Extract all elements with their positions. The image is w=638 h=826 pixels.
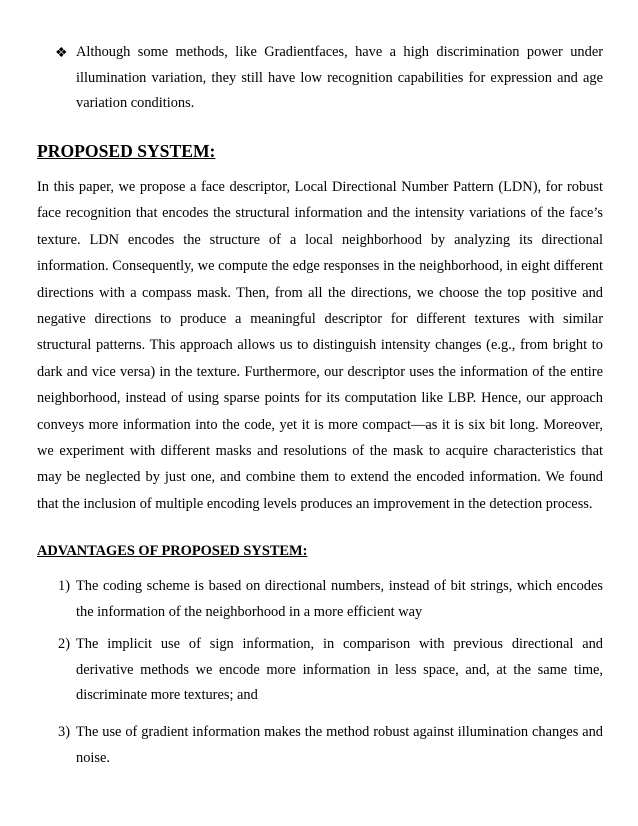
advantages-heading: ADVANTAGES OF PROPOSED SYSTEM: [37,543,308,559]
list-item [58,632,603,709]
list-item [58,574,603,625]
list-item-text: The implicit use of sign information, in comparison with previous directional and derivative methods we encode more information in less space, and, at the same time, discriminate more textures; and [76,636,603,703]
list-item-text: The use of gradient information makes the method robust against illumination changes and noise. [76,724,603,766]
proposed-system-paragraph: In this paper, we propose a face descriptor, Local Directional Number Pattern (LDN), for robust face recognition that encodes the structural information and the intensity variations of the face’s texture. LDN encodes the structure of a local neighborhood by analyzing its directional information. Consequently, we compute the edge responses in the neighborhood, in eight different directions with a compass mask. Then, from all the directions, we choose the top positive and negative directions to produce a meaningful descriptor for different textures with similar structural patterns. This approach allows us to distinguish intensity changes (e.g., from bright to dark and vice versa) in the texture. Furthermore, our descriptor uses the information of the entire neighborhood, instead of using sparse points for its computation like LBP. Hence, our approach conveys more information into the code, yet it is more compact—as it is six bit long. Moreover, we experiment with different masks and resolutions of the mask to acquire characteristics that may be neglected by just one, and combine them to extend the encoded information. We found that the inclusion of multiple encoding levels produces an improvement in the detection process. [37,179,603,512]
bullet-text: Although some methods, like Gradientfaces, have a high discrimination power under illumination variation, they still have low recognition capabilities for expression and age variation conditions. [76,44,603,111]
proposed-system-heading: PROPOSED SYSTEM: [37,141,216,161]
list-item [58,720,603,771]
diamond-bullet-icon: ❖ [55,46,68,61]
list-marker: 1) [58,578,70,594]
list-item-text: The coding scheme is based on directional numbers, instead of bit strings, which encodes the information of the neighborhood in a more efficient way [76,578,603,620]
bullet-item [55,40,603,117]
list-marker: 2) [58,636,70,652]
list-marker: 3) [58,724,70,740]
